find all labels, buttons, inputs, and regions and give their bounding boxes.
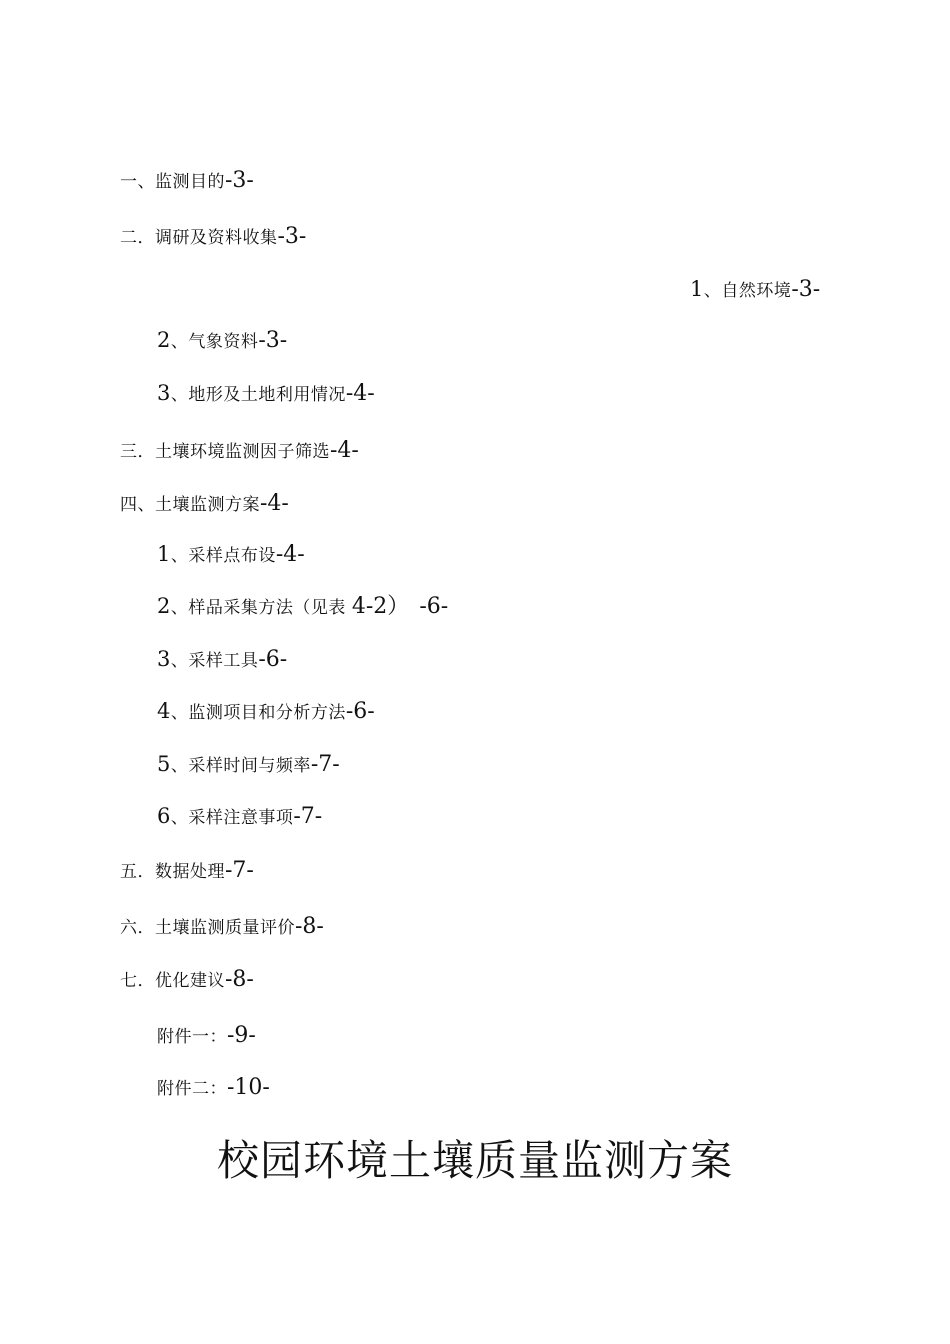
toc-page-number: -10- — [227, 1075, 270, 1100]
toc-page-number: -6- — [345, 699, 375, 724]
toc-entry-7[interactable] — [120, 969, 254, 991]
toc-entry-appendix-2[interactable] — [157, 1077, 270, 1099]
toc-entry-4[interactable] — [120, 493, 289, 515]
toc-label: 、地形及土地利用情况 — [170, 385, 346, 405]
toc-label: 附件一： — [157, 1027, 227, 1047]
toc-label: 七．优化建议 — [120, 971, 225, 991]
toc-page-number: -3- — [258, 328, 288, 353]
toc-number: 3 — [157, 647, 171, 671]
toc-entry-4-3[interactable] — [157, 649, 287, 671]
toc-label: 、气象资料 — [170, 332, 259, 352]
toc-number: 1 — [690, 277, 704, 301]
toc-page-number: -3- — [791, 277, 821, 302]
toc-entry-6[interactable] — [120, 916, 324, 938]
toc-entry-appendix-1[interactable] — [157, 1025, 256, 1047]
toc-entry-2-2[interactable] — [157, 330, 287, 352]
toc-entry-2-3[interactable] — [157, 383, 375, 405]
toc-label: 三．土壤环境监测因子筛选 — [120, 442, 330, 462]
toc-label: 、采样注意事项 — [170, 808, 294, 828]
toc-page-number: -8- — [225, 967, 254, 992]
toc-label: 一、监测目的 — [120, 172, 225, 192]
toc-label: 、采样工具 — [170, 651, 259, 671]
toc-page-number: -4- — [260, 491, 289, 516]
toc-page-number: -6- — [419, 594, 449, 619]
toc-page-number: -6- — [258, 647, 288, 672]
toc-label: 四、土壤监测方案 — [120, 495, 260, 515]
toc-entry-4-4[interactable] — [157, 701, 375, 723]
toc-entry-1[interactable] — [120, 170, 254, 192]
toc-number: 6 — [157, 804, 171, 828]
toc-number: 4 — [157, 699, 171, 723]
toc-label: 、自然环境 — [703, 281, 792, 301]
toc-label: 附件二： — [157, 1079, 227, 1099]
toc-page-number: -3- — [277, 224, 307, 249]
toc-number: 2 — [157, 594, 171, 618]
toc-page-number: -7- — [310, 752, 340, 777]
toc-label: 二．调研及资料收集 — [120, 228, 278, 248]
toc-page-number: -8- — [295, 914, 324, 939]
toc-page-number: -7- — [293, 804, 323, 829]
toc-page-number: -4- — [330, 438, 359, 463]
toc-entry-2[interactable] — [120, 226, 306, 248]
toc-label: 六．土壤监测质量评价 — [120, 918, 295, 938]
document-title: 校园环境土壤质量监测方案 — [216, 1136, 733, 1185]
toc-label: 、采样时间与频率 — [170, 756, 311, 776]
toc-label: 五．数据处理 — [120, 862, 225, 882]
toc-label: 、监测项目和分析方法 — [170, 703, 346, 723]
toc-entry-3[interactable] — [120, 440, 359, 462]
toc-entry-4-6[interactable] — [157, 806, 322, 828]
toc-page-number: -7- — [225, 858, 254, 883]
toc-table-reference: 4-2） — [351, 594, 410, 619]
toc-page-number: -9- — [227, 1023, 256, 1048]
toc-entry-4-2[interactable] — [157, 596, 448, 618]
toc-page-number: -4- — [275, 542, 305, 567]
toc-label: 、样品采集方法（见表 — [170, 598, 346, 618]
toc-entry-4-5[interactable] — [157, 754, 340, 776]
toc-number: 2 — [157, 328, 171, 352]
toc-page-number: -4- — [345, 381, 375, 406]
toc-entry-5[interactable] — [120, 860, 254, 882]
toc-entry-4-1[interactable] — [157, 544, 305, 566]
toc-number: 5 — [157, 752, 171, 776]
toc-label: 、采样点布设 — [170, 546, 276, 566]
toc-entry-2-1[interactable] — [690, 279, 820, 301]
toc-page-number: -3- — [225, 168, 254, 193]
toc-number: 1 — [157, 542, 171, 566]
toc-number: 3 — [157, 381, 171, 405]
